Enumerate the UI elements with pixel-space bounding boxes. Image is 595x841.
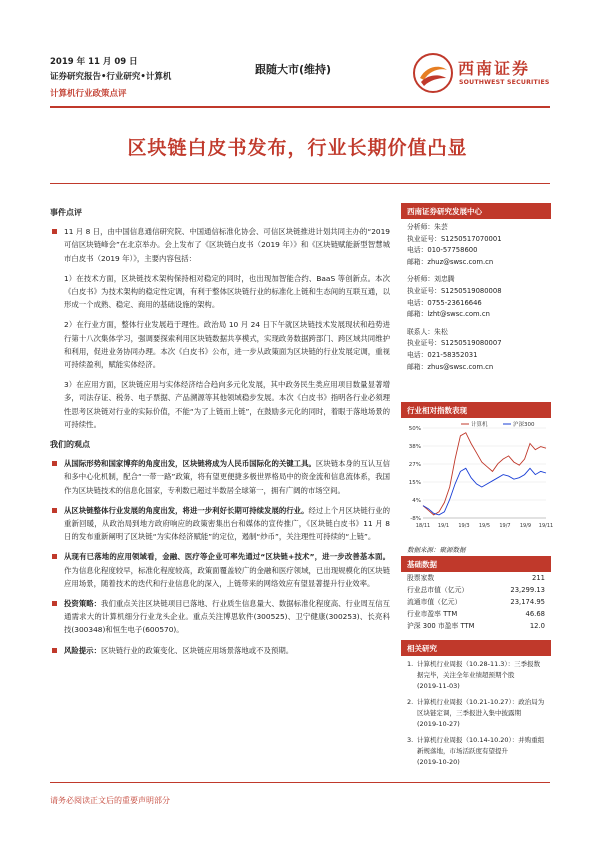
basic-data-table bbox=[401, 572, 551, 632]
analyst-email[interactable]: 邮箱：lzht@swsc.com.cn bbox=[407, 310, 490, 319]
x-tick-label: 19/5 bbox=[478, 523, 491, 529]
analyst-card: 分析师：朱芸 执业证号：S1250517070001 电话：010-57758600 邮箱：zhuz@swsc.com.cn bbox=[407, 222, 545, 268]
related-item[interactable]: 3. 计算机行业周报（10.14-10.20）：并购重组新规落地，市场活跃度有望提升 (2019-10-20) bbox=[407, 736, 545, 766]
basic-data-panel bbox=[401, 556, 551, 632]
analyst-email[interactable]: 邮箱：zhus@swsc.com.cn bbox=[407, 362, 494, 371]
table-row: 股票家数 211 bbox=[407, 574, 545, 582]
industry-rating: 跟随大市(维持) bbox=[255, 63, 332, 76]
bullet-icon bbox=[52, 554, 57, 559]
report-date: 2019 年 11 月 09 日 bbox=[50, 57, 138, 67]
logo-text-cn: 西南证券 bbox=[458, 59, 531, 78]
main-content bbox=[50, 206, 390, 664]
legend-label: 计算机 bbox=[471, 422, 488, 428]
point-tech: 1）在技术方面，区块链技术架构保持相对稳定的同时，也出现加智能合约、BaaS 等创新点。本次《白皮书》为技术架构的稳定性定调，有利于整体区块链行业的标准化上链和生态间的互联互通，以形成一个成熟、稳定、商用的基础设施的架构。 bbox=[64, 273, 390, 310]
analyst-card: 分析师：刘忠腾 执业证号：S1250519080008 电话：0755-23616646 邮箱：lzht@swsc.com.cn bbox=[407, 274, 545, 320]
table-row: 行业总市值（亿元） 23,299.13 bbox=[407, 586, 545, 594]
report-title: 区块链白皮书发布，行业长期价值凸显 bbox=[127, 137, 468, 159]
logo-text-en: SOUTHWEST SECURITIES bbox=[459, 79, 550, 86]
table-row: 沪深 300 市盈率 TTM 12.0 bbox=[407, 622, 545, 630]
x-tick-label: 19/1 bbox=[437, 523, 450, 529]
view-item-2: 从区块链整体行业发展的角度出发，将进一步利好长期可持续发展的行业。经过上个月区块链行业的重新回暖，从政治局到地方政府响应的政策密集出台和媒体的宣传推广，《区块链白皮书》11 月 8 日的发布重新阐明了区块链“为实体经济赋能”的定位，遏制“炒币”，关注理性可持续的“上链”。 bbox=[50, 504, 390, 544]
view-item-3: 从现有已落地的应用领域看，金融、医疗等企业可率先通过“区块链+技术”，进一步改善基本面。作为信息化程度较早，标准化程度较高，政策面覆盖较广的金融和医疗领域，已出现规模化的区块链应用场景，随着技术的迭代和行业信息化的深入，上链带来的网络效应有望显著提升行业效率。 bbox=[50, 550, 390, 590]
y-tick-label: 50% bbox=[408, 426, 421, 432]
logo-mark-icon bbox=[412, 52, 454, 94]
bullet-icon bbox=[52, 648, 57, 653]
header-divider bbox=[50, 106, 550, 108]
point-industry: 2）在行业方面，整体行业发展趋于理性。政治局 10 月 24 日下午就区块链技术发展现状和趋势进行第十八次集体学习，强调要探索利用区块链数据共享模式，实现政务数据跨部门、跨区域共同维护和利用，促进业务协同办理。本次《白皮书》公布，进一步从政策面为区块链的行业发展定调，重视可持续盈利，赋能实体经济。 bbox=[64, 320, 390, 370]
related-item[interactable]: 1. 计算机行业周报（10.28-11.3）：三季报数据完毕，关注全年业绩超预期个股 (2019-11-03) bbox=[407, 660, 541, 690]
basic-heading: 基础数据 bbox=[401, 556, 551, 572]
related-item[interactable]: 2. 计算机行业周报（10.21-10.27）：政治局为区块链定调，三季报进入集中披露期 (2019-10-27) bbox=[407, 698, 545, 728]
chart-heading: 行业相对指数表现 bbox=[401, 402, 551, 418]
chart-source: 数据来源：聚源数据 bbox=[407, 546, 466, 554]
team-heading: 西南证券研究发展中心 bbox=[401, 203, 551, 219]
footer-divider bbox=[50, 782, 550, 783]
analyst-list bbox=[401, 219, 551, 382]
y-tick-label: -8% bbox=[410, 516, 421, 522]
view-item-1: 从国际形势和国家博弈的角度出发，区块链将成为人民币国际化的关键工具。区块链本身的互认互信和多中心化机制，配合“一带一路”政策，将有望更便捷多极世界格局中的资金流和信息流体系，我国作为区块链技术的信息化国家，专利数已超过半数居全球第一，拥有广阔的市场空间。 bbox=[50, 457, 390, 497]
bullet-icon bbox=[52, 601, 57, 606]
y-tick-label: 15% bbox=[408, 480, 421, 486]
point-application: 3）在应用方面，区块链应用与实体经济结合趋向多元化发展，其中政务民生类应用项目数量显著增多，司法存证、税务、电子票据、产品溯源等其他领域稳步发展。本次《白皮书》指明各行业必须理性思考区块链对行业的实际价值，不能“为了上链而上链”，在鼓励多元化的同时，着眼于落地场景的可持续性。 bbox=[64, 380, 390, 429]
index-performance-chart bbox=[401, 418, 554, 538]
title-divider bbox=[50, 183, 550, 184]
report-type: 证券研究报告•行业研究•计算机 bbox=[50, 72, 172, 82]
bullet-icon bbox=[52, 461, 57, 466]
investment-strategy: 投资策略：我们重点关注区块链项目已落地、行业质生信息量大、数据标准化程度高、行业周互信互通需求大的计算机细分行业龙头企业。重点关注博思软件(300525)、卫宁健康(300253)、长亮科技(300348)和恒生电子(600570)。 bbox=[50, 597, 390, 637]
analyst-panel bbox=[401, 203, 551, 382]
y-tick-label: 27% bbox=[408, 462, 421, 468]
x-tick-label: 19/11 bbox=[538, 523, 554, 529]
bullet-icon bbox=[52, 508, 57, 513]
report-subtype: 计算机行业政策点评 bbox=[50, 89, 127, 99]
related-heading: 相关研究 bbox=[401, 640, 551, 656]
legend-label: 沪深300 bbox=[513, 422, 535, 428]
company-logo bbox=[412, 52, 552, 94]
y-tick-label: 4% bbox=[412, 498, 421, 504]
risk-warning: 风险提示：区块链行业的政策变化、区块链应用场景落地或不及预期。 bbox=[50, 644, 390, 657]
analyst-email[interactable]: 邮箱：zhuz@swsc.com.cn bbox=[407, 257, 494, 266]
footer-disclaimer: 请务必阅读正文后的重要声明部分 bbox=[50, 796, 170, 805]
table-row: 行业市盈率 TTM 46.68 bbox=[407, 610, 545, 618]
x-tick-label: 18/11 bbox=[415, 523, 431, 529]
event-paragraph: 11 月 8 日，由中国信息通信研究院、中国通信标准化协会、可信区块链推进计划共同主办的“2019 可信区块链峰会”在北京举办。会上发布了《区块链白皮书（2019 年）》和《区块链赋能新型智慧城市白皮书（2019 年）》，主要内容包括： bbox=[50, 225, 390, 265]
index-chart-panel bbox=[401, 402, 554, 557]
series-line-0 bbox=[423, 433, 546, 515]
x-tick-label: 19/3 bbox=[458, 523, 470, 529]
event-heading: 事件点评 bbox=[50, 208, 82, 217]
related-list bbox=[401, 656, 551, 776]
table-row: 流通市值（亿元） 23,174.95 bbox=[407, 598, 545, 606]
analyst-card: 联系人：朱松 执业证号：S1250519080007 电话：021-58352031 邮箱：zhus@swsc.com.cn bbox=[407, 327, 545, 373]
x-tick-label: 19/7 bbox=[499, 523, 511, 529]
related-research-panel bbox=[401, 640, 551, 776]
bullet-icon bbox=[52, 229, 57, 234]
view-heading: 我们的观点 bbox=[50, 440, 90, 450]
x-tick-label: 19/9 bbox=[519, 523, 532, 529]
y-tick-label: 38% bbox=[408, 444, 421, 450]
